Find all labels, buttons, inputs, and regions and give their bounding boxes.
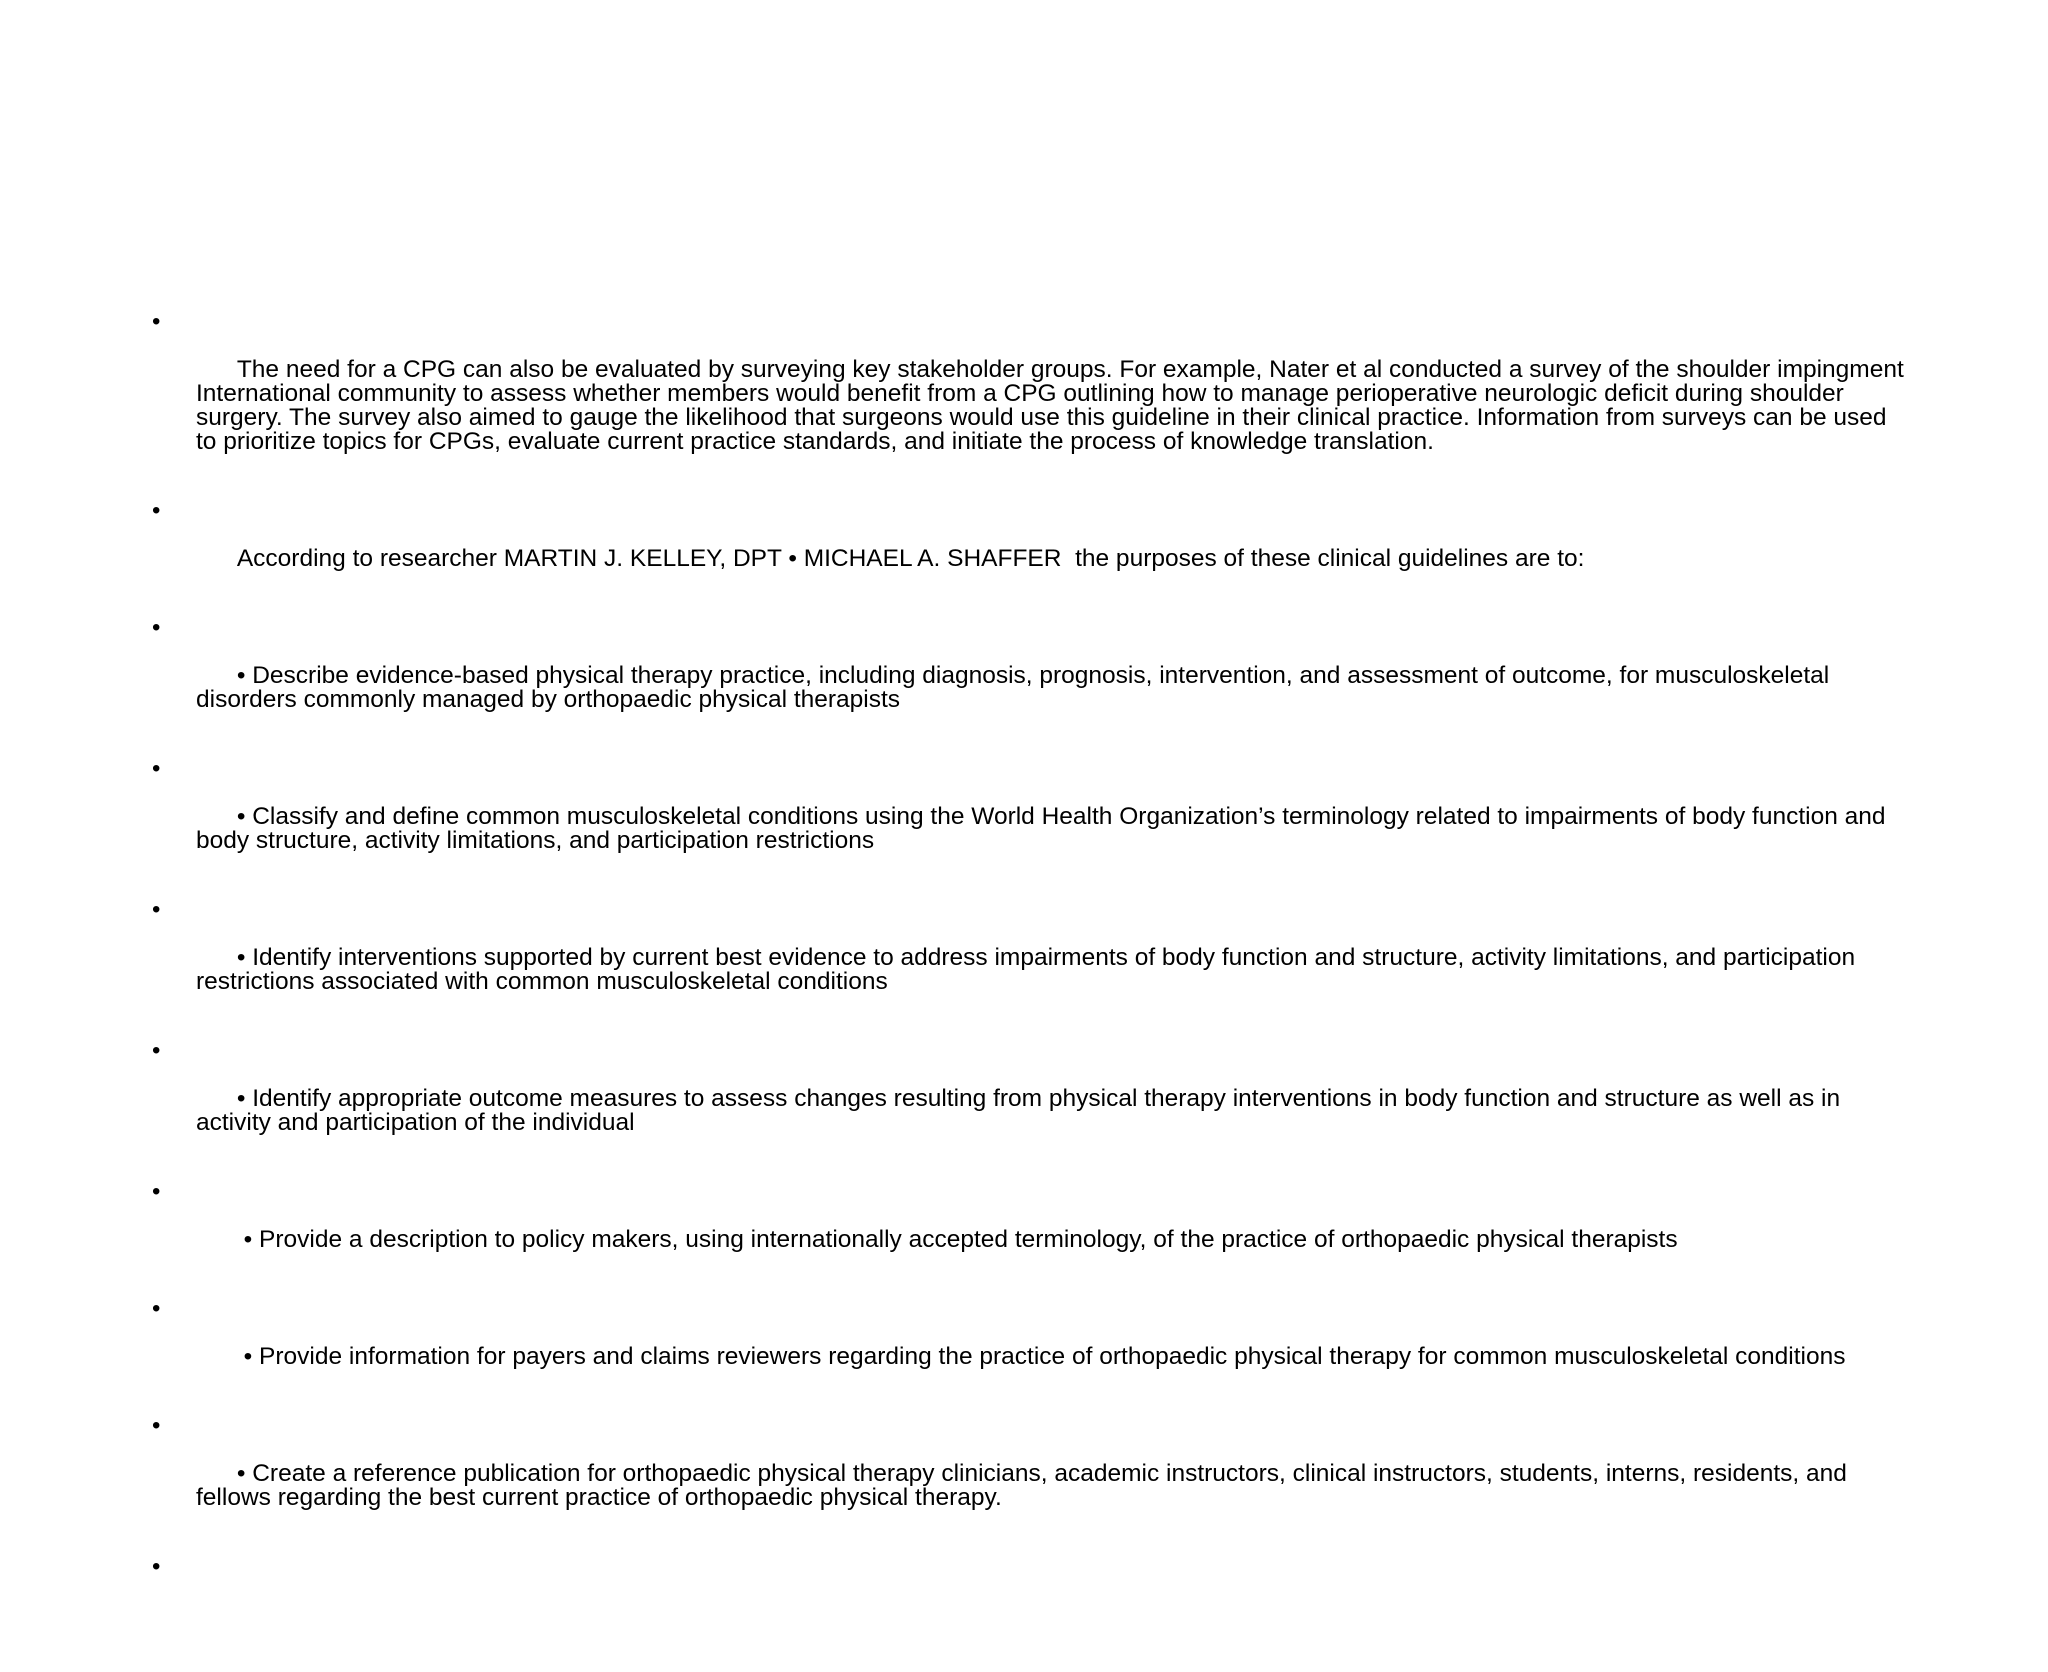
bullet-text: • Identify interventions supported by current best evidence to address impairments of body function and structure, activity limitations, and participation restrictions associated with common musculoskeletal conditions [196, 944, 1862, 995]
bullet-item-interventions [152, 898, 1912, 1018]
bullet-marker: • [152, 755, 161, 782]
bullet-text: • Describe evidence-based physical therapy practice, including diagnosis, prognosis, intervention, and assessment of outcome, for musculoskeletal disorders commonly managed by orthopaedic physical therapists [196, 662, 1837, 713]
bullet-item-cpg-need [152, 308, 1918, 478]
bullet-item-classify [152, 757, 1912, 877]
bullet-item-empty [152, 1555, 1912, 1651]
bullet-marker: • [152, 497, 161, 524]
bullet-item-reference [152, 1414, 1912, 1534]
bullet-item-researchers [152, 499, 1912, 595]
bullet-marker: • [152, 1037, 161, 1064]
bullet-text: • Create a reference publication for orthopaedic physical therapy clinicians, academic instructors, clinical instructors, students, interns, residents, and fellows regarding the best current practice of orthopaedic physical therapy. [196, 1460, 1854, 1511]
bullet-marker: • [152, 1295, 161, 1322]
bullet-item-policy-makers [152, 1180, 1912, 1276]
bullet-item-describe [152, 616, 1912, 736]
bullet-text: • Classify and define common musculoskeletal conditions using the World Health Organization’s terminology related to impairments of body function and body structure, activity limitations, and participation restrictions [196, 803, 1893, 854]
bullet-marker: • [152, 1412, 161, 1439]
bullet-marker: • [152, 896, 161, 923]
bullet-item-payers [152, 1297, 1912, 1393]
bullet-marker: • [152, 614, 161, 641]
bullet-item-outcome-measures [152, 1039, 1912, 1159]
bullet-text: • Provide information for payers and claims reviewers regarding the practice of orthopaedic physical therapy for common musculoskeletal conditions [236, 1343, 1846, 1370]
bullet-list [152, 308, 1918, 1672]
bullet-marker: • [152, 1178, 161, 1205]
bullet-marker: • [152, 1553, 161, 1580]
bullet-marker: • [152, 308, 161, 335]
bullet-text: The need for a CPG can also be evaluated by surveying key stakeholder groups. For example, Nater et al conducted a survey of the shoulder impingment International community to assess whether members would benefit from a CPG outlining how to manage perioperative neurologic deficit during shoulder surgery. The survey also aimed to gauge the likelihood that surgeons would use this guideline in their clinical practice. Information from surveys can be used to prioritize topics for CPGs, evaluate current practice standards, and initiate the process of knowledge translation. [196, 356, 1918, 455]
bullet-text: According to researcher MARTIN J. KELLEY, DPT • MICHAEL A. SHAFFER the purposes of these clinical guidelines are to: [236, 545, 1585, 572]
bullet-text: • Provide a description to policy makers, using internationally accepted terminology, of the practice of orthopaedic physical therapists [236, 1226, 1678, 1253]
bullet-text: • Identify appropriate outcome measures to assess changes resulting from physical therapy interventions in body function and structure as well as in activity and participation of the individual [196, 1085, 1847, 1136]
